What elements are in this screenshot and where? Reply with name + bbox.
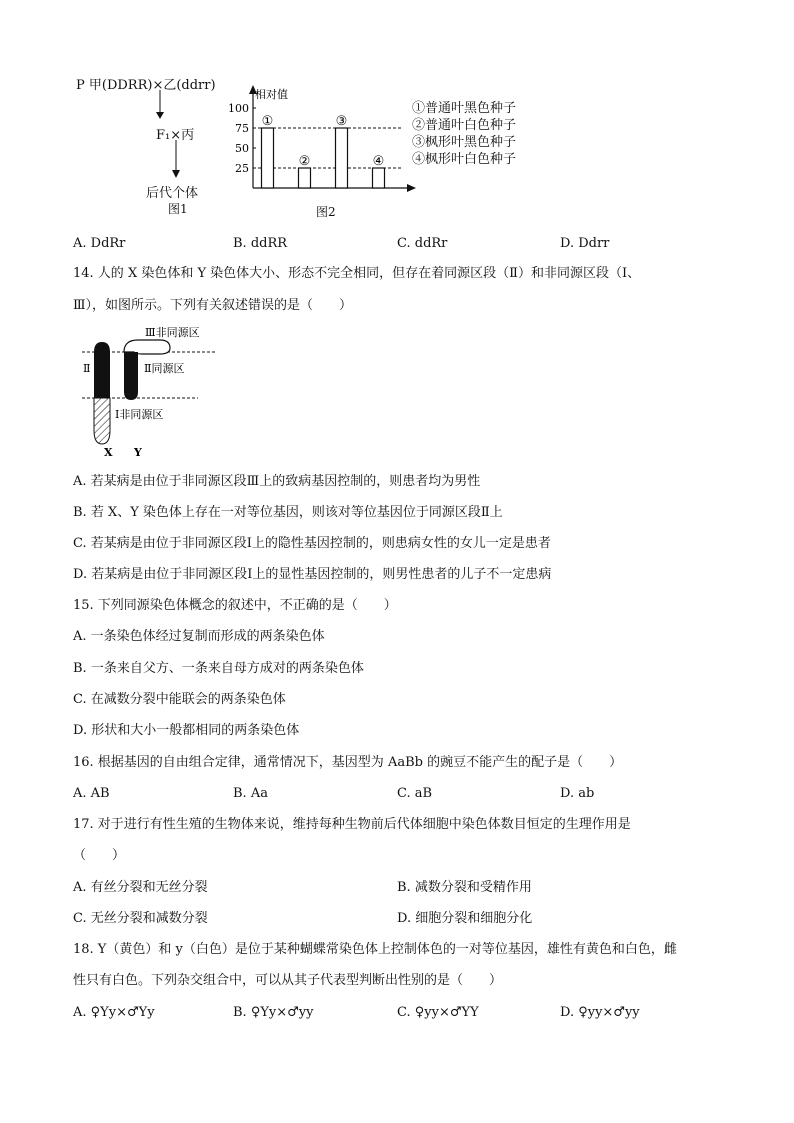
xy-chromosome-diagram xyxy=(78,322,218,462)
q15-option-d: D. 形状和大小一般都相同的两条染色体 xyxy=(73,723,300,738)
q14-option-a: A. 若某病是由位于非同源区段Ⅲ上的致病基因控制的，则患者均为男性 xyxy=(73,474,481,489)
q13-option-a: A. DdRr xyxy=(73,236,126,251)
fig2-ylabel: 相对值 xyxy=(255,88,288,101)
label-iii-nonhomologous: Ⅲ非同源区 xyxy=(145,326,200,339)
q17-option-d: D. 细胞分裂和细胞分化 xyxy=(397,911,533,926)
fig2-ytick-label: 100 xyxy=(228,102,249,115)
fig2-bar-label: ③ xyxy=(335,114,348,129)
q14-option-c: C. 若某病是由位于非同源区段Ⅰ上的隐性基因控制的，则患病女性的女儿一定是患者 xyxy=(73,536,551,551)
q17-stem-line-2: （ ） xyxy=(73,848,126,863)
fig2-legend xyxy=(412,100,516,168)
q17-option-a: A. 有丝分裂和无丝分裂 xyxy=(73,880,208,895)
fig2-legend-item-1: ①普通叶黑色种子 xyxy=(412,101,517,116)
q14-option-d: D. 若某病是由位于非同源区段Ⅰ上的显性基因控制的，则男性患者的儿子不一定患病 xyxy=(73,567,552,582)
x-chromosome-upper xyxy=(94,342,110,398)
fig2-legend-item-4: ④枫形叶白色种子 xyxy=(412,152,517,167)
x-chromosome-lower xyxy=(94,398,110,444)
fig1-parent-cross: P 甲(DDRR)×乙(ddrr) xyxy=(76,78,216,93)
q18-option-a: A. ♀Yy×♂Yy xyxy=(73,1005,155,1020)
fig2-bar-chart xyxy=(225,84,420,194)
fig2-ytick-label: 75 xyxy=(235,122,249,135)
q18-stem-line-2: 性只有白色。下列杂交组合中，可以从其子代表型判断出性别的是（ ） xyxy=(73,973,503,988)
label-ii-homologous: Ⅱ同源区 xyxy=(144,362,185,375)
fig2-caption: 图2 xyxy=(316,205,336,219)
fig1-arrow-2 xyxy=(166,140,186,180)
q13-option-b: B. ddRR xyxy=(233,236,288,251)
fig1-offspring: 后代个体 xyxy=(146,186,199,201)
label-ii-left: Ⅱ xyxy=(83,362,91,375)
fig2-bar xyxy=(262,128,274,188)
q17-option-c: C. 无丝分裂和减数分裂 xyxy=(73,911,208,926)
fig2-bar xyxy=(373,168,385,188)
q18-option-b: B. ♀Yy×♂yy xyxy=(233,1005,314,1020)
label-i-nonhomologous: Ⅰ非同源区 xyxy=(115,408,164,421)
fig2-ytick-label: 25 xyxy=(235,162,249,175)
fig2-bar-label: ② xyxy=(298,154,311,169)
q15-stem: 15. 下列同源染色体概念的叙述中，不正确的是（ ） xyxy=(73,598,397,613)
y-chromosome-body xyxy=(124,352,138,400)
q16-option-c: C. aB xyxy=(397,786,433,801)
q16-option-a: A. AB xyxy=(73,786,110,801)
q18-option-d: D. ♀yy×♂yy xyxy=(560,1005,640,1020)
fig2-bar-label: ① xyxy=(261,114,274,129)
fig2-bar xyxy=(299,168,311,188)
fig2-x-axis-arrow xyxy=(407,184,416,192)
q16-option-d: D. ab xyxy=(560,786,595,801)
fig1-f1-cross: F₁×丙 xyxy=(156,128,195,143)
label-x: X xyxy=(104,446,113,459)
fig2-legend-item-3: ③枫形叶黑色种子 xyxy=(412,135,517,150)
q18-stem-line-1: 18. Y（黄色）和 y（白色）是位于某种蝴蝶常染色体上控制体色的一对等位基因，雄性有黄色和白色，雌 xyxy=(73,942,677,957)
q15-option-b: B. 一条来自父方、一条来自母方成对的两条染色体 xyxy=(73,661,364,676)
q14-stem-line-1: 14. 人的 X 染色体和 Y 染色体大小、形态不完全相同，但存在着同源区段（Ⅱ）和非同源区段（Ⅰ、 xyxy=(73,266,641,281)
q14-stem-line-2: Ⅲ），如图所示。下列有关叙述错误的是（ ） xyxy=(73,298,353,313)
label-y: Y xyxy=(134,446,142,459)
q17-stem-line-1: 17. 对于进行有性生殖的生物体来说，维持每种生物前后代体细胞中染色体数目恒定的生理作用是 xyxy=(73,817,631,832)
q16-option-b: B. Aa xyxy=(233,786,268,801)
q13-option-d: D. Ddrr xyxy=(560,236,610,251)
y-chromosome-arm xyxy=(124,340,170,354)
q14-option-b: B. 若 X、Y 染色体上存在一对等位基因，则该对等位基因位于同源区段Ⅱ上 xyxy=(73,505,503,520)
fig2-bar xyxy=(336,128,348,188)
q17-option-b: B. 减数分裂和受精作用 xyxy=(397,880,532,895)
fig2-legend-item-2: ②普通叶白色种子 xyxy=(412,118,517,133)
q15-option-a: A. 一条染色体经过复制而形成的两条染色体 xyxy=(73,629,325,644)
q13-option-c: C. ddRr xyxy=(397,236,448,251)
q16-stem: 16. 根据基因的自由组合定律，通常情况下，基因型为 AaBb 的豌豆不能产生的配子是（ ） xyxy=(73,755,623,770)
fig1-arrow-1 xyxy=(150,90,170,120)
fig2-ytick-label: 50 xyxy=(235,142,249,155)
q18-option-c: C. ♀yy×♂YY xyxy=(397,1005,479,1020)
q15-option-c: C. 在减数分裂中能联会的两条染色体 xyxy=(73,692,286,707)
fig1-caption: 图1 xyxy=(168,202,188,216)
fig2-bar-label: ④ xyxy=(372,154,385,169)
